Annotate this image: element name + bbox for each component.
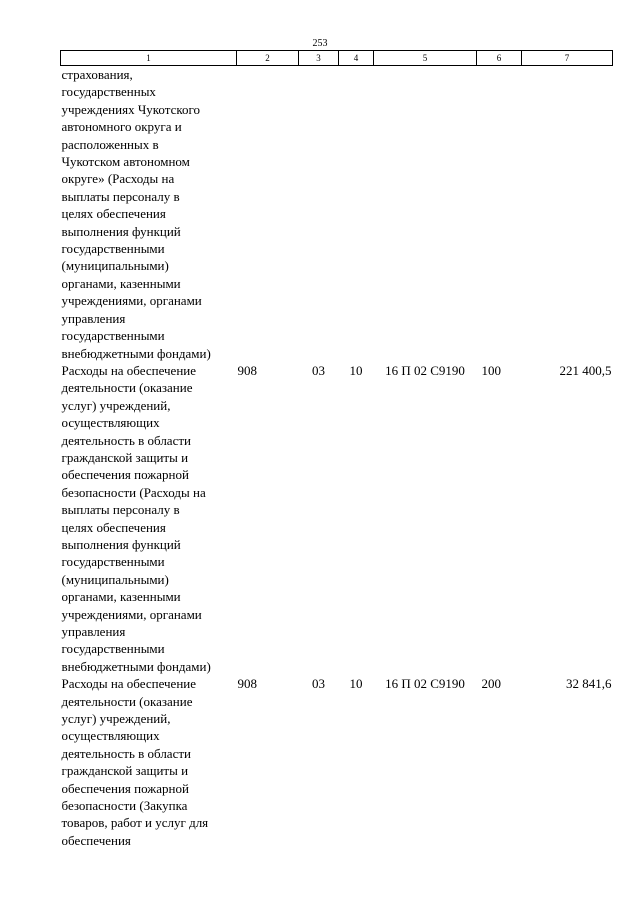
description-line: учреждениями, органами (61, 293, 202, 309)
description-line: (муниципальными) (61, 258, 169, 274)
description-line: гражданской защиты и (61, 763, 189, 779)
description-line: государственными (61, 241, 165, 257)
subsection-code-cell (339, 66, 374, 362)
subsection-code-cell: 10 (349, 362, 363, 378)
description-line: осуществляющих (61, 415, 160, 431)
column-header-2: 2 (237, 51, 299, 66)
column-header-1: 1 (61, 51, 237, 66)
table-body (61, 66, 613, 850)
description-line: деятельность в области (61, 745, 191, 761)
column-header-3: 3 (299, 51, 339, 66)
description-line: целях обеспечения (61, 519, 166, 535)
ministry-code-cell: 908 (237, 676, 257, 692)
ministry-code-cell: 908 (237, 362, 257, 378)
description-line: гражданской защиты и (61, 449, 189, 465)
amount-cell: 32 841,6 (566, 676, 612, 692)
description-line: деятельность в области (61, 432, 191, 448)
target-article-code-cell (374, 66, 477, 362)
description-line: внебюджетными фондами) (61, 345, 211, 361)
target-article-code-cell: 16 П 02 С9190 (385, 676, 465, 692)
expense-type-code-cell: 100 (481, 362, 501, 378)
amount-cell: 221 400,5 (559, 362, 612, 378)
description-line: управления (61, 310, 126, 326)
page-number: 253 (312, 38, 328, 49)
description-line: органами, казенными (61, 275, 181, 291)
budget-table (60, 50, 613, 849)
column-header-6: 6 (477, 51, 522, 66)
section-code-cell: 03 (312, 362, 325, 378)
expense-type-code-cell (477, 66, 522, 362)
description-line: выплаты персоналу в (61, 502, 180, 518)
section-code-cell (299, 66, 339, 362)
description-line: обеспечения (61, 832, 131, 848)
description-line: органами, казенными (61, 589, 181, 605)
section-code-cell: 03 (312, 676, 325, 692)
expense-type-code-cell: 200 (481, 676, 501, 692)
description-line: внебюджетными фондами) (61, 658, 211, 674)
table-header (61, 51, 613, 66)
description-line: безопасности (Расходы на (61, 484, 206, 500)
description-line: страхования, (61, 67, 133, 82)
description-line: округе» (Расходы на (61, 171, 175, 187)
description-line: целях обеспечения (61, 206, 166, 222)
description-line: обеспечения пожарной (61, 467, 189, 483)
description-cell (61, 362, 237, 675)
target-article-code-cell: 16 П 02 С9190 (385, 362, 465, 378)
subsection-code-cell: 10 (349, 676, 363, 692)
description-line: управления (61, 624, 126, 639)
description-line: Расходы на обеспечение (61, 676, 197, 692)
description-cell (61, 66, 237, 362)
description-line: деятельности (оказание (61, 380, 193, 396)
description-line: деятельности (оказание (61, 693, 193, 709)
description-line: товаров, работ и услуг для (61, 815, 209, 831)
description-line: государственными (61, 554, 165, 570)
ministry-code-cell (237, 66, 299, 362)
table-row (61, 362, 613, 675)
description-line: выполнения функций (61, 223, 181, 239)
header-row (61, 51, 613, 66)
description-line: осуществляющих (61, 728, 160, 744)
description-line: Расходы на обеспечение (61, 362, 197, 378)
table-row (61, 66, 613, 362)
description-line: выполнения функций (61, 536, 181, 552)
description-line: учреждениями, органами (61, 606, 202, 622)
description-line: (муниципальными) (61, 571, 169, 587)
description-line: государственными (61, 641, 165, 657)
description-line: безопасности (Закупка (61, 798, 188, 814)
description-line: услуг) учреждений, (61, 711, 171, 727)
description-line: Чукотском автономном (61, 154, 190, 170)
amount-cell (522, 66, 613, 362)
description-cell (61, 675, 237, 849)
table-row (61, 675, 613, 849)
description-line: расположенных в (61, 136, 159, 152)
description-line: выплаты персоналу в (61, 188, 180, 204)
description-line: обеспечения пожарной (61, 780, 189, 796)
description-line: государственными (61, 328, 165, 344)
description-line: автономного округа и (61, 119, 182, 135)
column-header-7: 7 (522, 51, 613, 66)
column-header-4: 4 (339, 51, 374, 66)
description-line: государственных (61, 84, 156, 100)
description-line: учреждениях Чукотского (61, 101, 201, 117)
column-header-5: 5 (374, 51, 477, 66)
description-line: услуг) учреждений, (61, 397, 171, 413)
